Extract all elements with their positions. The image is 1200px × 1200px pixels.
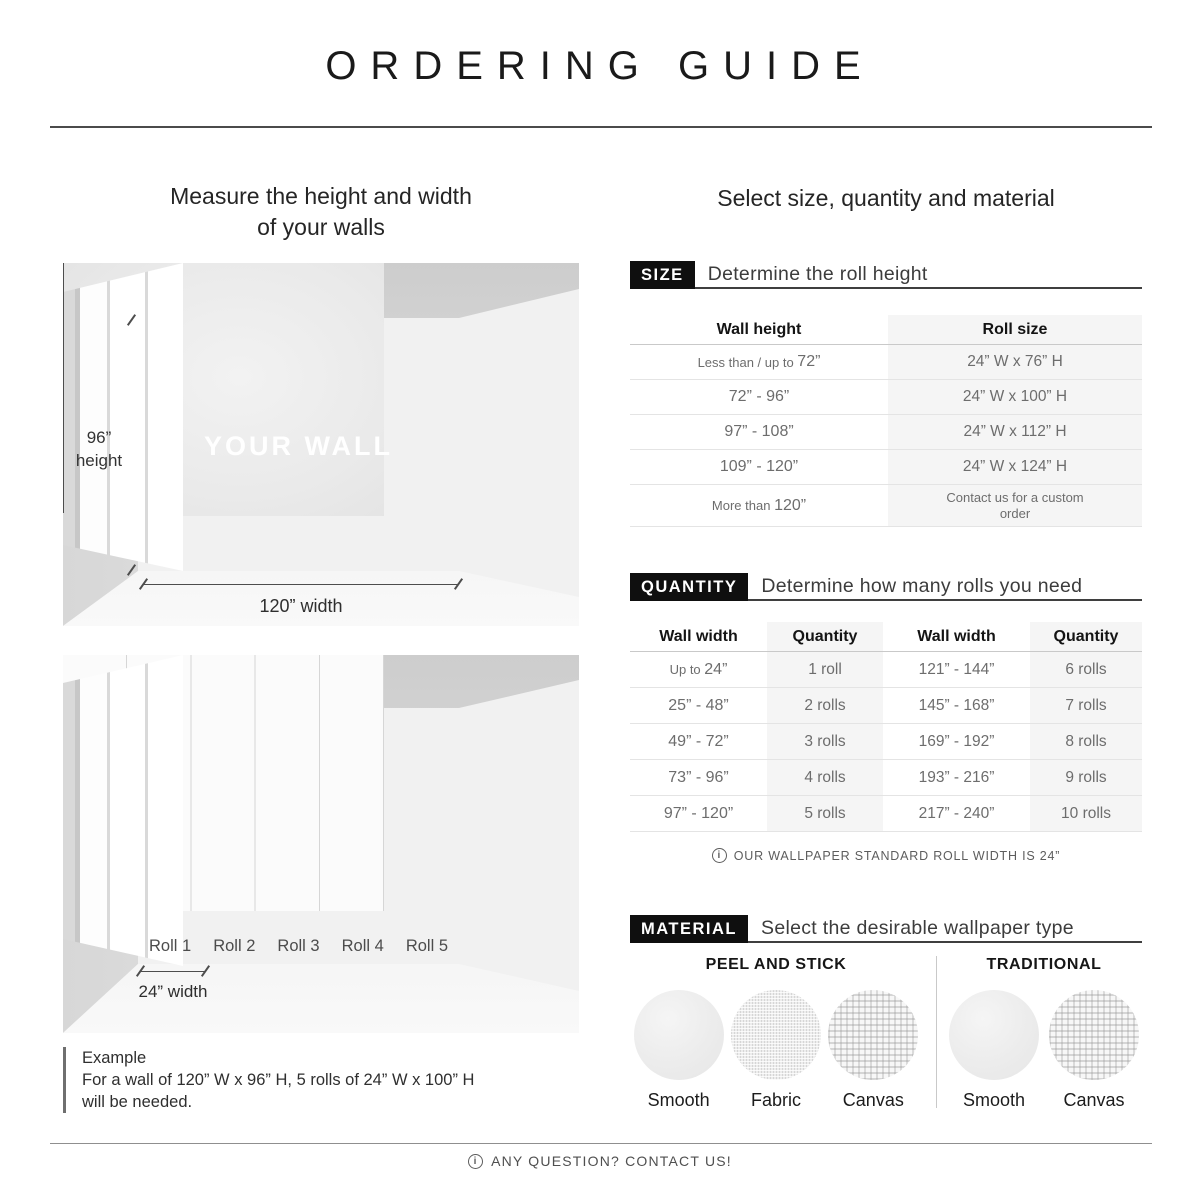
- material-section-header: [630, 915, 1142, 943]
- quantity-badge: QUANTITY: [630, 573, 748, 601]
- qty-cell-wall: 217” - 240”: [883, 796, 1030, 832]
- qty-col-header-qty: Quantity: [767, 622, 883, 652]
- qty-cell-wall: 25” - 48”: [630, 688, 767, 724]
- roll-width-note-text: OUR WALLPAPER STANDARD ROLL WIDTH IS 24”: [733, 848, 1061, 863]
- size-row-roll: 24” W x 76” H: [888, 345, 1142, 380]
- roll-labels: [138, 937, 459, 956]
- size-row-wall: 97” - 108”: [630, 415, 888, 450]
- swatch-smooth: Smooth: [630, 990, 727, 1111]
- measure-heading-line2: of your walls: [257, 214, 385, 240]
- material-group-name: PEEL AND STICK: [705, 956, 847, 973]
- swatch-fabric: Fabric: [727, 990, 824, 1111]
- footer-text: ANY QUESTION? CONTACT US!: [491, 1153, 732, 1169]
- smooth-texture-icon: [949, 990, 1039, 1080]
- quantity-description: Determine how many rolls you need: [761, 574, 1083, 597]
- material-badge: MATERIAL: [630, 915, 748, 943]
- material-group-divider: [936, 956, 937, 1108]
- fabric-texture-icon: [731, 990, 821, 1080]
- swatch-smooth: Smooth: [944, 990, 1044, 1111]
- qty-cell-wall: 121” - 144”: [883, 652, 1030, 688]
- size-badge: SIZE: [630, 261, 695, 289]
- qty-col-header-qty: Quantity: [1030, 622, 1142, 652]
- example-line1: For a wall of 120” W x 96” H, 5 rolls of 24” W x 100” H: [82, 1071, 475, 1089]
- footer: [0, 1153, 1200, 1169]
- footer-divider: [50, 1143, 1152, 1144]
- example-block: [63, 1047, 533, 1113]
- height-dimension-line: [63, 263, 64, 513]
- qty-cell-qty: 6 rolls: [1030, 652, 1142, 688]
- room-illustration-rolls: [63, 655, 579, 1033]
- your-wall-label: YOUR WALL: [204, 431, 393, 461]
- measure-heading: [63, 181, 579, 243]
- size-row-roll: Contact us for a custom order: [888, 485, 1142, 527]
- canvas-texture-icon: [828, 990, 918, 1080]
- qty-cell-qty: 1 roll: [767, 652, 883, 688]
- size-col-header-wall: Wall height: [630, 315, 888, 345]
- size-table: [630, 315, 1142, 527]
- room-illustration-measure: [63, 263, 579, 626]
- material-group-peel-and-stick: [630, 956, 922, 1111]
- roll-width-label: 24” width: [138, 982, 208, 1001]
- measure-heading-line1: Measure the height and width: [170, 183, 472, 209]
- height-label: 96” height: [75, 428, 123, 470]
- swatch-row: [630, 990, 922, 1111]
- size-section-header: [630, 261, 1142, 289]
- qty-cell-qty: 8 rolls: [1030, 724, 1142, 760]
- header-divider: [50, 126, 1152, 128]
- size-row-wall: Less than / up to 72”: [630, 345, 888, 380]
- size-col-header-roll: Roll size: [888, 315, 1142, 345]
- size-description: Determine the roll height: [707, 262, 928, 285]
- qty-cell-qty: 7 rolls: [1030, 688, 1142, 724]
- quantity-table: [630, 622, 1142, 832]
- qty-cell-wall: 49” - 72”: [630, 724, 767, 760]
- qty-cell-wall: 169” - 192”: [883, 724, 1030, 760]
- qty-cell-wall: 73” - 96”: [630, 760, 767, 796]
- qty-cell-qty: 4 rolls: [767, 760, 883, 796]
- roll-width-dimension-line: [140, 971, 205, 972]
- qty-cell-wall: 97” - 120”: [630, 796, 767, 832]
- example-line2: will be needed.: [82, 1093, 193, 1111]
- width-dimension-line: [143, 584, 459, 585]
- size-row-roll: 24” W x 100” H: [888, 380, 1142, 415]
- qty-cell-wall: 145” - 168”: [883, 688, 1030, 724]
- swatch-row: [944, 990, 1144, 1111]
- roll-label: Roll 5: [405, 937, 448, 955]
- smooth-texture-icon: [634, 990, 724, 1080]
- page-title: ORDERING GUIDE: [325, 44, 875, 88]
- roll-label: Roll 2: [213, 937, 256, 955]
- canvas-texture-icon: [1049, 990, 1139, 1080]
- size-row-roll: 24” W x 124” H: [888, 450, 1142, 485]
- material-group-traditional: [944, 956, 1144, 1111]
- qty-cell-wall: Up to 24”: [630, 652, 767, 688]
- example-title: Example: [82, 1049, 147, 1067]
- swatch-canvas: Canvas: [825, 990, 922, 1111]
- select-heading: Select size, quantity and material: [717, 185, 1055, 211]
- qty-cell-qty: 10 rolls: [1030, 796, 1142, 832]
- swatch-canvas: Canvas: [1044, 990, 1144, 1111]
- info-icon: [468, 1154, 483, 1169]
- qty-cell-qty: 5 rolls: [767, 796, 883, 832]
- qty-col-header-wall: Wall width: [630, 622, 767, 652]
- roll-width-note: [630, 848, 1142, 863]
- room-window: [63, 263, 183, 571]
- qty-cell-qty: 9 rolls: [1030, 760, 1142, 796]
- material-group-name: TRADITIONAL: [986, 956, 1102, 973]
- room-window: [63, 655, 183, 966]
- qty-cell-wall: 193” - 216”: [883, 760, 1030, 796]
- qty-col-header-wall: Wall width: [883, 622, 1030, 652]
- qty-cell-qty: 2 rolls: [767, 688, 883, 724]
- size-row-wall: 72” - 96”: [630, 380, 888, 415]
- roll-label: Roll 3: [277, 937, 320, 955]
- roll-label: Roll 4: [341, 937, 384, 955]
- roll-label: Roll 1: [149, 937, 192, 955]
- qty-cell-qty: 3 rolls: [767, 724, 883, 760]
- size-row-wall: More than 120”: [630, 485, 888, 527]
- info-icon: [712, 848, 727, 863]
- material-description: Select the desirable wallpaper type: [761, 916, 1074, 939]
- size-row-wall: 109” - 120”: [630, 450, 888, 485]
- width-label: 120” width: [259, 596, 343, 616]
- size-row-roll: 24” W x 112” H: [888, 415, 1142, 450]
- quantity-section-header: [630, 573, 1142, 601]
